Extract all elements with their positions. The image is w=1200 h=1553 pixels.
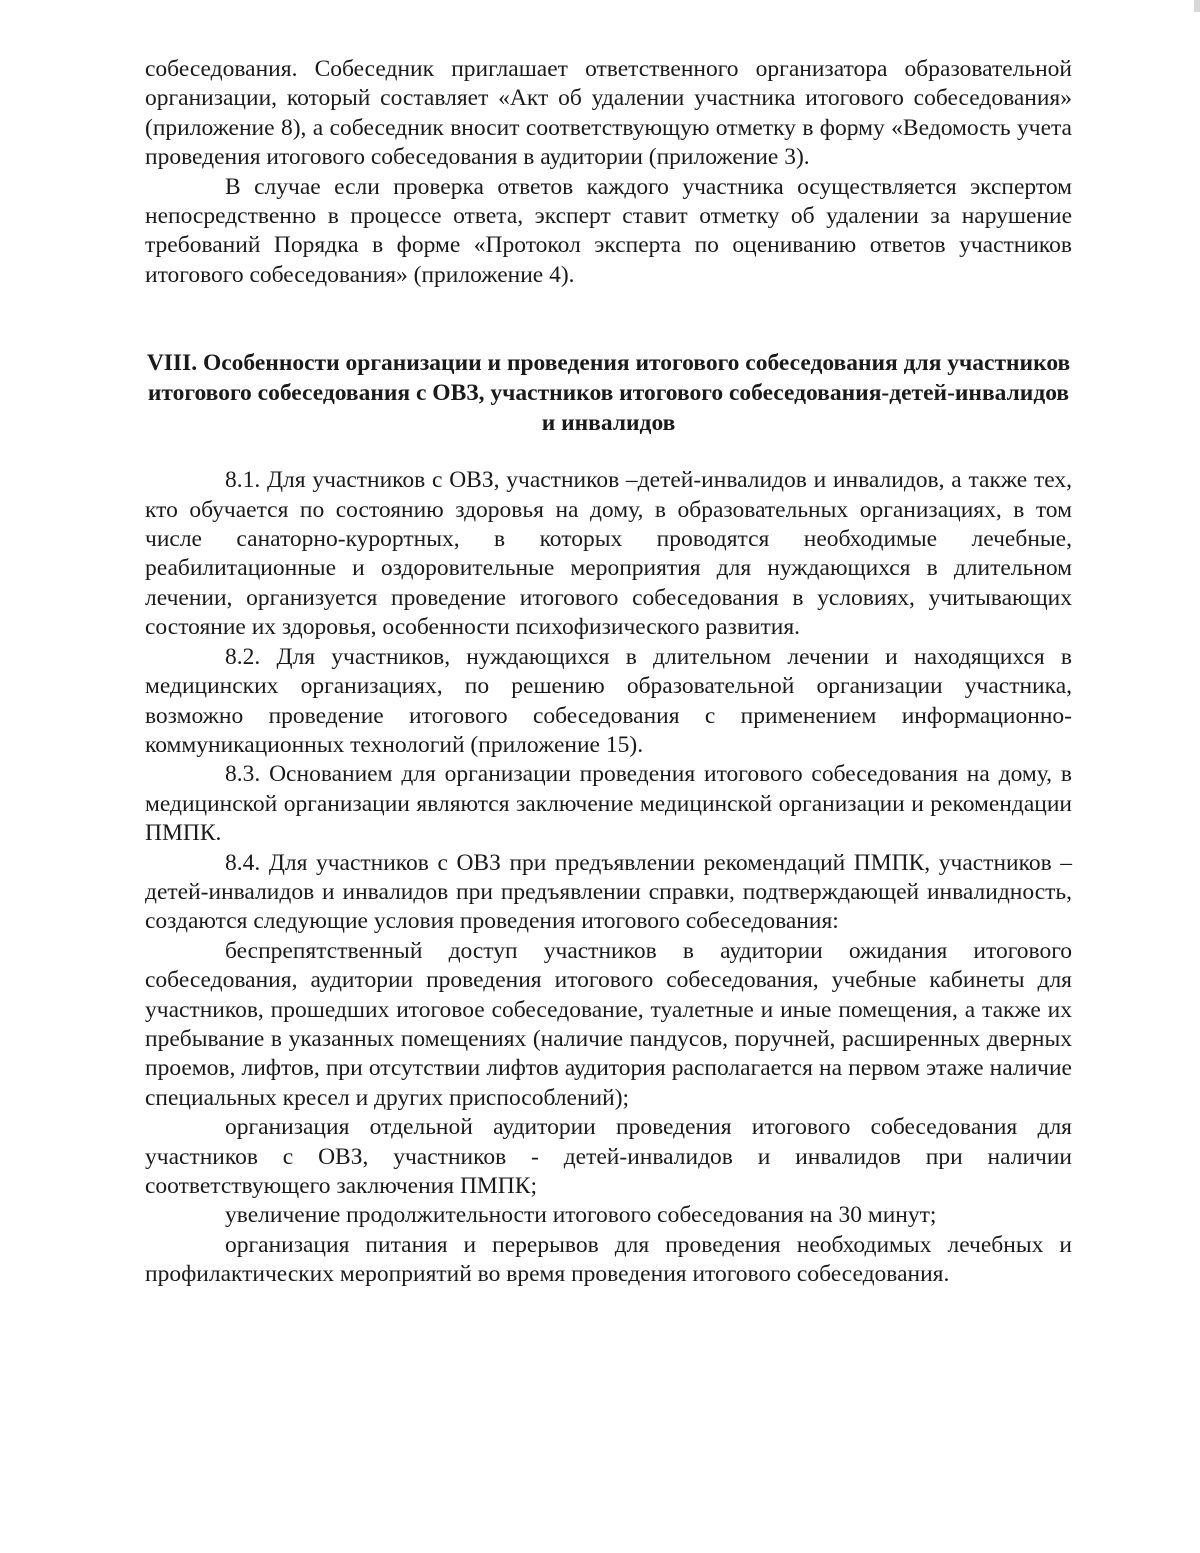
scan-corner-mark: [1194, 0, 1200, 12]
document-page: [145, 55, 1072, 1290]
condition-access: беспрепятственный доступ участников в аудитории ожидания итогового собеседования, аудитории проведения итогового собеседования, учебные кабинеты для участников, прошедших итоговое собеседование, туалетные и иные помещения, а также их пребывание в указанных помещениях (наличие пандусов, поручней, расширенных дверных проемов, лифтов, при отсутствии лифтов аудитория располагается на первом этаже наличие специальных кресел и других приспособлений);: [145, 937, 1072, 1111]
section-heading: VIII. Особенности организации и проведения итогового собеседования для участников итогового собеседования с ОВЗ, участников итогового собеседования-детей-инвалидов и инвалидов: [146, 350, 1071, 437]
intro-paragraph-2: В случае если проверка ответов каждого участника осуществляется экспертом непосредственно в процессе ответа, эксперт ставит отметку об удалении за нарушение требований Порядка в форме «Протокол эксперта по оцениванию ответов участников итогового собеседования» (приложение 4).: [145, 173, 1072, 288]
clause-8-1: 8.1. Для участников с ОВЗ, участников –детей-инвалидов и инвалидов, а также тех, кто обучается по состоянию здоровья на дому, в образовательных организациях, в том числе санаторно-курортных, в которых проводятся необходимые лечебные, реабилитационные и оздоровительные мероприятия для нуждающихся в длительном лечении, организуется проведение итогового собеседования в условиях, учитывающих состояние их здоровья, особенности психофизического развития.: [145, 467, 1072, 641]
section-spacer: [145, 290, 1072, 348]
condition-separate-room: организация отдельной аудитории проведения итогового собеседования для участников с ОВЗ, участников - детей-инвалидов и инвалидов при наличии соответствующего заключения ПМПК;: [145, 1114, 1072, 1199]
condition-meals-breaks: организация питания и перерывов для проведения необходимых лечебных и профилактических мероприятий во время проведения итогового собеседования.: [145, 1231, 1072, 1288]
intro-paragraph-1: собеседования. Собеседник приглашает ответственного организатора образовательной организации, который составляет «Акт об удалении участника итогового собеседования» (приложение 8), а собеседник вносит соответствующую отметку в форму «Ведомость учета проведения итогового собеседования в аудитории (приложение 3).: [145, 56, 1072, 171]
clause-8-4: 8.4. Для участников с ОВЗ при предъявлении рекомендаций ПМПК, участников – детей-инвалидов и инвалидов при предъявлении справки, подтверждающей инвалидность, создаются следующие условия проведения итогового собеседования:: [145, 849, 1072, 935]
heading-spacer: [145, 438, 1072, 466]
condition-extended-time: увеличение продолжительности итогового собеседования на 30 минут;: [225, 1202, 937, 1229]
clause-8-3: 8.3. Основанием для организации проведения итогового собеседования на дому, в медицинской организации являются заключение медицинской организации и рекомендации ПМПК.: [145, 761, 1072, 847]
clause-8-2: 8.2. Для участников, нуждающихся в длительном лечении и находящихся в медицинских организациях, по решению образовательной организации участника, возможно проведение итогового собеседования с применением информационно-коммуникационных технологий (приложение 15).: [145, 643, 1072, 758]
